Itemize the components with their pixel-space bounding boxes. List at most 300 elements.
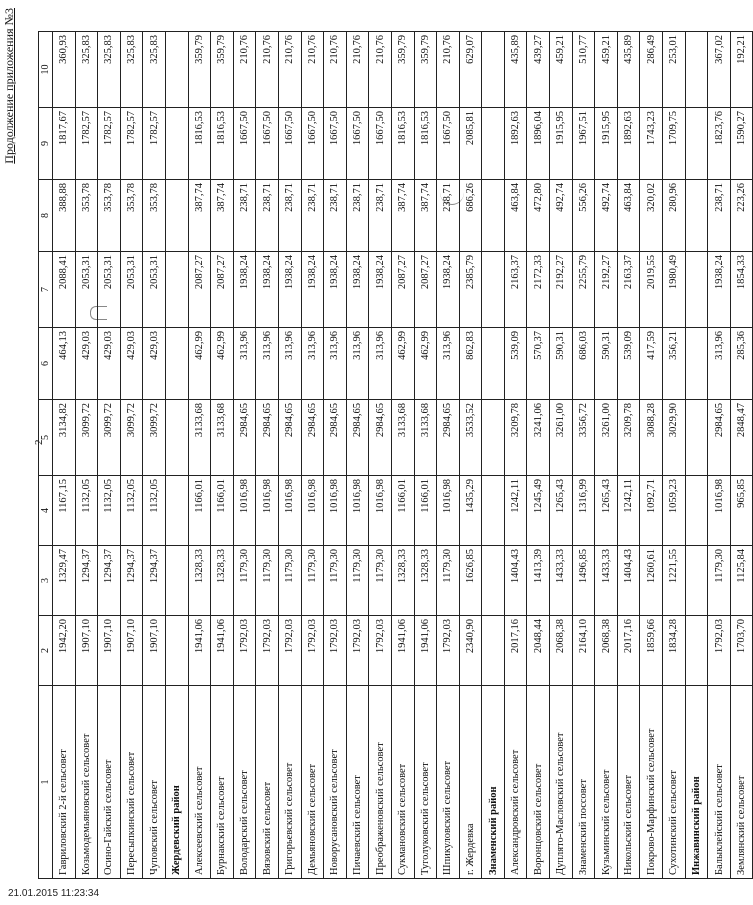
table-row xyxy=(53,32,76,879)
settlement-name: Преображеновский сельсовет xyxy=(369,686,392,879)
value-cell: 2087,27 xyxy=(188,252,211,328)
settlement-name: Землянский сельсовет xyxy=(730,686,753,879)
value-cell: 1938,24 xyxy=(256,252,279,328)
value-cell: 313,96 xyxy=(233,328,256,400)
value-cell: 1938,24 xyxy=(346,252,369,328)
empty-cell xyxy=(482,108,505,180)
settlement-name: Новорусановский сельсовет xyxy=(324,686,347,879)
value-cell: 313,96 xyxy=(256,328,279,400)
settlement-name: Воронцовский сельсовет xyxy=(527,686,550,879)
value-cell: 462,99 xyxy=(211,328,234,400)
value-cell: 1854,33 xyxy=(730,252,753,328)
value-cell: 1404,43 xyxy=(504,546,527,616)
value-cell: 1433,33 xyxy=(595,546,618,616)
value-cell: 1938,24 xyxy=(233,252,256,328)
value-cell: 1938,24 xyxy=(301,252,324,328)
value-cell: 1092,71 xyxy=(640,476,663,546)
value-cell: 1404,43 xyxy=(617,546,640,616)
table-row xyxy=(188,32,211,879)
value-cell: 1816,53 xyxy=(414,108,437,180)
empty-cell xyxy=(685,180,708,252)
value-cell: 325,83 xyxy=(75,32,98,108)
value-cell: 1435,29 xyxy=(459,476,482,546)
value-cell: 459,21 xyxy=(595,32,618,108)
value-cell: 1938,24 xyxy=(708,252,731,328)
settlement-name: Григорьевский сельсовет xyxy=(278,686,301,879)
value-cell: 462,99 xyxy=(414,328,437,400)
value-cell: 1938,24 xyxy=(324,252,347,328)
value-cell: 1792,03 xyxy=(256,616,279,686)
value-cell: 387,74 xyxy=(188,180,211,252)
column-header: 8 xyxy=(39,180,53,252)
value-cell: 210,76 xyxy=(369,32,392,108)
value-cell: 325,83 xyxy=(98,32,121,108)
value-cell: 556,26 xyxy=(572,180,595,252)
value-cell: 3099,72 xyxy=(143,400,166,476)
value-cell: 1132,05 xyxy=(75,476,98,546)
value-cell: 1245,49 xyxy=(527,476,550,546)
settlement-name: Бурнакский сельсовет xyxy=(211,686,234,879)
value-cell: 1967,51 xyxy=(572,108,595,180)
column-header: 3 xyxy=(39,546,53,616)
value-cell: 1907,10 xyxy=(120,616,143,686)
value-cell: 2068,38 xyxy=(595,616,618,686)
empty-cell xyxy=(165,252,188,328)
value-cell: 1938,24 xyxy=(278,252,301,328)
value-cell: 313,96 xyxy=(708,328,731,400)
value-cell: 1265,43 xyxy=(550,476,573,546)
table-row xyxy=(233,32,256,879)
value-cell: 429,03 xyxy=(143,328,166,400)
value-cell: 2053,31 xyxy=(75,252,98,328)
value-cell: 3356,72 xyxy=(572,400,595,476)
value-cell: 210,76 xyxy=(301,32,324,108)
value-cell: 1294,37 xyxy=(143,546,166,616)
value-cell: 1667,50 xyxy=(324,108,347,180)
value-cell: 356,21 xyxy=(663,328,686,400)
value-cell: 1329,47 xyxy=(53,546,76,616)
value-cell: 2848,47 xyxy=(730,400,753,476)
value-cell: 1792,03 xyxy=(278,616,301,686)
value-cell: 1667,50 xyxy=(369,108,392,180)
value-cell: 2017,16 xyxy=(504,616,527,686)
value-cell: 359,79 xyxy=(211,32,234,108)
value-cell: 359,79 xyxy=(414,32,437,108)
settlement-name: Володарский сельсовет xyxy=(233,686,256,879)
table-row xyxy=(278,32,301,879)
empty-cell xyxy=(482,180,505,252)
empty-cell xyxy=(685,252,708,328)
settlement-name: Александровский сельсовет xyxy=(504,686,527,879)
value-cell: 1179,30 xyxy=(278,546,301,616)
value-cell: 1059,23 xyxy=(663,476,686,546)
value-cell: 353,78 xyxy=(120,180,143,252)
value-cell: 1817,67 xyxy=(53,108,76,180)
value-cell: 1626,85 xyxy=(459,546,482,616)
value-cell: 2164,10 xyxy=(572,616,595,686)
value-cell: 492,74 xyxy=(595,180,618,252)
value-cell: 1816,53 xyxy=(211,108,234,180)
value-cell: 1166,01 xyxy=(391,476,414,546)
table-row xyxy=(640,32,663,879)
value-cell: 590,31 xyxy=(550,328,573,400)
value-cell: 1125,84 xyxy=(730,546,753,616)
settlement-name: Пичаевский сельсовет xyxy=(346,686,369,879)
value-cell: 210,76 xyxy=(256,32,279,108)
value-cell: 1667,50 xyxy=(256,108,279,180)
settlement-name: Дуплято-Масловский сельсовет xyxy=(550,686,573,879)
value-cell: 2085,81 xyxy=(459,108,482,180)
settlement-name: Сукмановский сельсовет xyxy=(391,686,414,879)
value-cell: 2385,79 xyxy=(459,252,482,328)
value-cell: 388,88 xyxy=(53,180,76,252)
value-cell: 238,71 xyxy=(324,180,347,252)
value-cell: 360,93 xyxy=(53,32,76,108)
value-cell: 238,71 xyxy=(233,180,256,252)
column-header: 7 xyxy=(39,252,53,328)
value-cell: 492,74 xyxy=(550,180,573,252)
table-row xyxy=(301,32,324,879)
value-cell: 238,71 xyxy=(437,180,460,252)
empty-cell xyxy=(685,108,708,180)
column-header: 6 xyxy=(39,328,53,400)
table-row xyxy=(211,32,234,879)
value-cell: 1938,24 xyxy=(369,252,392,328)
table-row xyxy=(708,32,731,879)
value-cell: 238,71 xyxy=(346,180,369,252)
value-cell: 2087,27 xyxy=(414,252,437,328)
value-cell: 1316,99 xyxy=(572,476,595,546)
value-cell: 1907,10 xyxy=(98,616,121,686)
column-header: 4 xyxy=(39,476,53,546)
table-row xyxy=(595,32,618,879)
value-cell: 590,31 xyxy=(595,328,618,400)
value-cell: 1166,01 xyxy=(188,476,211,546)
value-cell: 510,77 xyxy=(572,32,595,108)
value-cell: 1915,95 xyxy=(550,108,573,180)
value-cell: 1016,98 xyxy=(346,476,369,546)
settlement-name: Алексеевский сельсовет xyxy=(188,686,211,879)
empty-cell xyxy=(685,616,708,686)
value-cell: 353,78 xyxy=(98,180,121,252)
value-cell: 387,74 xyxy=(391,180,414,252)
value-cell: 1892,63 xyxy=(504,108,527,180)
value-cell: 367,02 xyxy=(708,32,731,108)
settlement-name: Покрово-Марфинский сельсовет xyxy=(640,686,663,879)
empty-cell xyxy=(685,400,708,476)
value-cell: 1132,05 xyxy=(143,476,166,546)
table-row xyxy=(414,32,437,879)
value-cell: 1242,11 xyxy=(504,476,527,546)
value-cell: 3099,72 xyxy=(120,400,143,476)
tariff-table xyxy=(38,31,753,879)
value-cell: 1016,98 xyxy=(233,476,256,546)
value-cell: 464,13 xyxy=(53,328,76,400)
value-cell: 1166,01 xyxy=(211,476,234,546)
value-cell: 3133,68 xyxy=(211,400,234,476)
value-cell: 2087,27 xyxy=(391,252,414,328)
value-cell: 1179,30 xyxy=(301,546,324,616)
table-row xyxy=(143,32,166,879)
value-cell: 223,26 xyxy=(730,180,753,252)
value-cell: 2017,16 xyxy=(617,616,640,686)
empty-cell xyxy=(165,328,188,400)
value-cell: 1667,50 xyxy=(346,108,369,180)
value-cell: 359,79 xyxy=(188,32,211,108)
value-cell: 1941,06 xyxy=(211,616,234,686)
value-cell: 1859,66 xyxy=(640,616,663,686)
value-cell: 359,79 xyxy=(391,32,414,108)
empty-cell xyxy=(685,32,708,108)
district-row xyxy=(165,32,188,879)
value-cell: 1294,37 xyxy=(120,546,143,616)
column-header: 5 xyxy=(39,400,53,476)
value-cell: 435,89 xyxy=(617,32,640,108)
column-header: 10 xyxy=(39,32,53,108)
settlement-name: Демьяновский сельсовет xyxy=(301,686,324,879)
table-row xyxy=(572,32,595,879)
value-cell: 1892,63 xyxy=(617,108,640,180)
empty-cell xyxy=(685,476,708,546)
empty-cell xyxy=(482,252,505,328)
value-cell: 1938,24 xyxy=(437,252,460,328)
value-cell: 1703,70 xyxy=(730,616,753,686)
table-row xyxy=(324,32,347,879)
value-cell: 3099,72 xyxy=(98,400,121,476)
value-cell: 2053,31 xyxy=(143,252,166,328)
value-cell: 1179,30 xyxy=(346,546,369,616)
value-cell: 570,37 xyxy=(527,328,550,400)
page-number: 2 xyxy=(33,439,45,445)
value-cell: 539,09 xyxy=(617,328,640,400)
value-cell: 1294,37 xyxy=(98,546,121,616)
value-cell: 2192,27 xyxy=(595,252,618,328)
table-row xyxy=(527,32,550,879)
value-cell: 1328,33 xyxy=(188,546,211,616)
value-cell: 2068,38 xyxy=(550,616,573,686)
value-cell: 1328,33 xyxy=(391,546,414,616)
value-cell: 1941,06 xyxy=(391,616,414,686)
value-cell: 2984,65 xyxy=(233,400,256,476)
value-cell: 1907,10 xyxy=(75,616,98,686)
value-cell: 313,96 xyxy=(278,328,301,400)
value-cell: 463,84 xyxy=(504,180,527,252)
value-cell: 3099,72 xyxy=(75,400,98,476)
value-cell: 2163,37 xyxy=(617,252,640,328)
value-cell: 238,71 xyxy=(708,180,731,252)
settlement-name: Кузьминский сельсовет xyxy=(595,686,618,879)
empty-cell xyxy=(165,180,188,252)
empty-cell xyxy=(685,328,708,400)
value-cell: 1179,30 xyxy=(324,546,347,616)
value-cell: 1132,05 xyxy=(98,476,121,546)
value-cell: 2053,31 xyxy=(98,252,121,328)
value-cell: 313,96 xyxy=(346,328,369,400)
value-cell: 3533,52 xyxy=(459,400,482,476)
appendix-title: Продолжение приложения №3 xyxy=(2,8,16,164)
settlement-name: г. Жердевка xyxy=(459,686,482,879)
table-row xyxy=(346,32,369,879)
value-cell: 210,76 xyxy=(278,32,301,108)
value-cell: 210,76 xyxy=(324,32,347,108)
value-cell: 1823,76 xyxy=(708,108,731,180)
settlement-name: Знаменский поссовет xyxy=(572,686,595,879)
value-cell: 2172,33 xyxy=(527,252,550,328)
table-row xyxy=(120,32,143,879)
table-row xyxy=(75,32,98,879)
district-row xyxy=(685,32,708,879)
value-cell: 435,89 xyxy=(504,32,527,108)
value-cell: 429,03 xyxy=(75,328,98,400)
value-cell: 286,49 xyxy=(640,32,663,108)
settlement-name: Вязовский сельсовет xyxy=(256,686,279,879)
value-cell: 320,02 xyxy=(640,180,663,252)
value-cell: 1792,03 xyxy=(233,616,256,686)
district-name: Знаменский район xyxy=(482,686,505,879)
empty-cell xyxy=(165,616,188,686)
settlement-name: Балыклейский сельсовет xyxy=(708,686,731,879)
value-cell: 3209,78 xyxy=(504,400,527,476)
value-cell: 1816,53 xyxy=(391,108,414,180)
value-cell: 1782,57 xyxy=(75,108,98,180)
value-cell: 1179,30 xyxy=(233,546,256,616)
value-cell: 2019,55 xyxy=(640,252,663,328)
value-cell: 1941,06 xyxy=(188,616,211,686)
column-header: 1 xyxy=(39,686,53,879)
value-cell: 1242,11 xyxy=(617,476,640,546)
value-cell: 1016,98 xyxy=(256,476,279,546)
value-cell: 253,01 xyxy=(663,32,686,108)
empty-cell xyxy=(482,400,505,476)
value-cell: 862,83 xyxy=(459,328,482,400)
table-row xyxy=(369,32,392,879)
value-cell: 1782,57 xyxy=(120,108,143,180)
table-row xyxy=(730,32,753,879)
value-cell: 280,96 xyxy=(663,180,686,252)
settlement-name: Чуповский сельсовет xyxy=(143,686,166,879)
value-cell: 210,76 xyxy=(346,32,369,108)
value-cell: 313,96 xyxy=(437,328,460,400)
value-cell: 2163,37 xyxy=(504,252,527,328)
value-cell: 1792,03 xyxy=(437,616,460,686)
value-cell: 1667,50 xyxy=(437,108,460,180)
value-cell: 2984,65 xyxy=(346,400,369,476)
value-cell: 387,74 xyxy=(414,180,437,252)
value-cell: 1328,33 xyxy=(414,546,437,616)
value-cell: 238,71 xyxy=(278,180,301,252)
value-cell: 2087,27 xyxy=(211,252,234,328)
value-cell: 2192,27 xyxy=(550,252,573,328)
value-cell: 2053,31 xyxy=(120,252,143,328)
value-cell: 3241,06 xyxy=(527,400,550,476)
value-cell: 3133,68 xyxy=(188,400,211,476)
value-cell: 1016,98 xyxy=(437,476,460,546)
value-cell: 1667,50 xyxy=(278,108,301,180)
value-cell: 1792,03 xyxy=(369,616,392,686)
value-cell: 1782,57 xyxy=(98,108,121,180)
settlement-name: Осино-Гайский сельсовет xyxy=(98,686,121,879)
value-cell: 3261,00 xyxy=(550,400,573,476)
value-cell: 3261,00 xyxy=(595,400,618,476)
value-cell: 417,59 xyxy=(640,328,663,400)
settlement-name: Туголуковский сельсовет xyxy=(414,686,437,879)
value-cell: 1834,28 xyxy=(663,616,686,686)
value-cell: 2984,65 xyxy=(324,400,347,476)
value-cell: 313,96 xyxy=(301,328,324,400)
value-cell: 2048,44 xyxy=(527,616,550,686)
value-cell: 1915,95 xyxy=(595,108,618,180)
value-cell: 539,09 xyxy=(504,328,527,400)
print-timestamp: 21.01.2015 11:23:34 xyxy=(8,888,100,899)
value-cell: 1179,30 xyxy=(437,546,460,616)
table-row xyxy=(459,32,482,879)
value-cell: 1792,03 xyxy=(324,616,347,686)
value-cell: 2984,65 xyxy=(708,400,731,476)
value-cell: 1941,06 xyxy=(414,616,437,686)
value-cell: 325,83 xyxy=(143,32,166,108)
value-cell: 325,83 xyxy=(120,32,143,108)
table-row xyxy=(550,32,573,879)
value-cell: 1016,98 xyxy=(324,476,347,546)
empty-cell xyxy=(165,400,188,476)
district-name: Жердевский район xyxy=(165,686,188,879)
table-row xyxy=(504,32,527,879)
value-cell: 1980,49 xyxy=(663,252,686,328)
district-row xyxy=(482,32,505,879)
value-cell: 1942,20 xyxy=(53,616,76,686)
value-cell: 2984,65 xyxy=(369,400,392,476)
value-cell: 238,71 xyxy=(301,180,324,252)
value-cell: 429,03 xyxy=(98,328,121,400)
empty-cell xyxy=(482,476,505,546)
value-cell: 3209,78 xyxy=(617,400,640,476)
value-cell: 1743,23 xyxy=(640,108,663,180)
value-cell: 238,71 xyxy=(369,180,392,252)
settlement-name: Шпикуловский сельсовет xyxy=(437,686,460,879)
value-cell: 238,71 xyxy=(256,180,279,252)
settlement-name: Гавриловский 2-й сельсовет xyxy=(53,686,76,879)
value-cell: 1167,15 xyxy=(53,476,76,546)
value-cell: 1016,98 xyxy=(301,476,324,546)
value-cell: 1433,33 xyxy=(550,546,573,616)
value-cell: 1792,03 xyxy=(708,616,731,686)
value-cell: 3134,82 xyxy=(53,400,76,476)
value-cell: 1179,30 xyxy=(256,546,279,616)
value-cell: 3133,68 xyxy=(391,400,414,476)
value-cell: 353,78 xyxy=(143,180,166,252)
value-cell: 285,36 xyxy=(730,328,753,400)
settlement-name: Никольский сельсовет xyxy=(617,686,640,879)
settlement-name: Козьмодемьяновский сельсовет xyxy=(75,686,98,879)
empty-cell xyxy=(685,546,708,616)
value-cell: 2088,41 xyxy=(53,252,76,328)
value-cell: 686,03 xyxy=(572,328,595,400)
value-cell: 629,07 xyxy=(459,32,482,108)
value-cell: 192,21 xyxy=(730,32,753,108)
value-cell: 1016,98 xyxy=(369,476,392,546)
value-cell: 3133,68 xyxy=(414,400,437,476)
value-cell: 1328,33 xyxy=(211,546,234,616)
empty-cell xyxy=(482,616,505,686)
value-cell: 1792,03 xyxy=(301,616,324,686)
value-cell: 313,96 xyxy=(324,328,347,400)
empty-cell xyxy=(482,328,505,400)
table-header-row xyxy=(39,32,53,879)
table-row xyxy=(617,32,640,879)
value-cell: 1016,98 xyxy=(708,476,731,546)
value-cell: 210,76 xyxy=(233,32,256,108)
value-cell: 1896,04 xyxy=(527,108,550,180)
